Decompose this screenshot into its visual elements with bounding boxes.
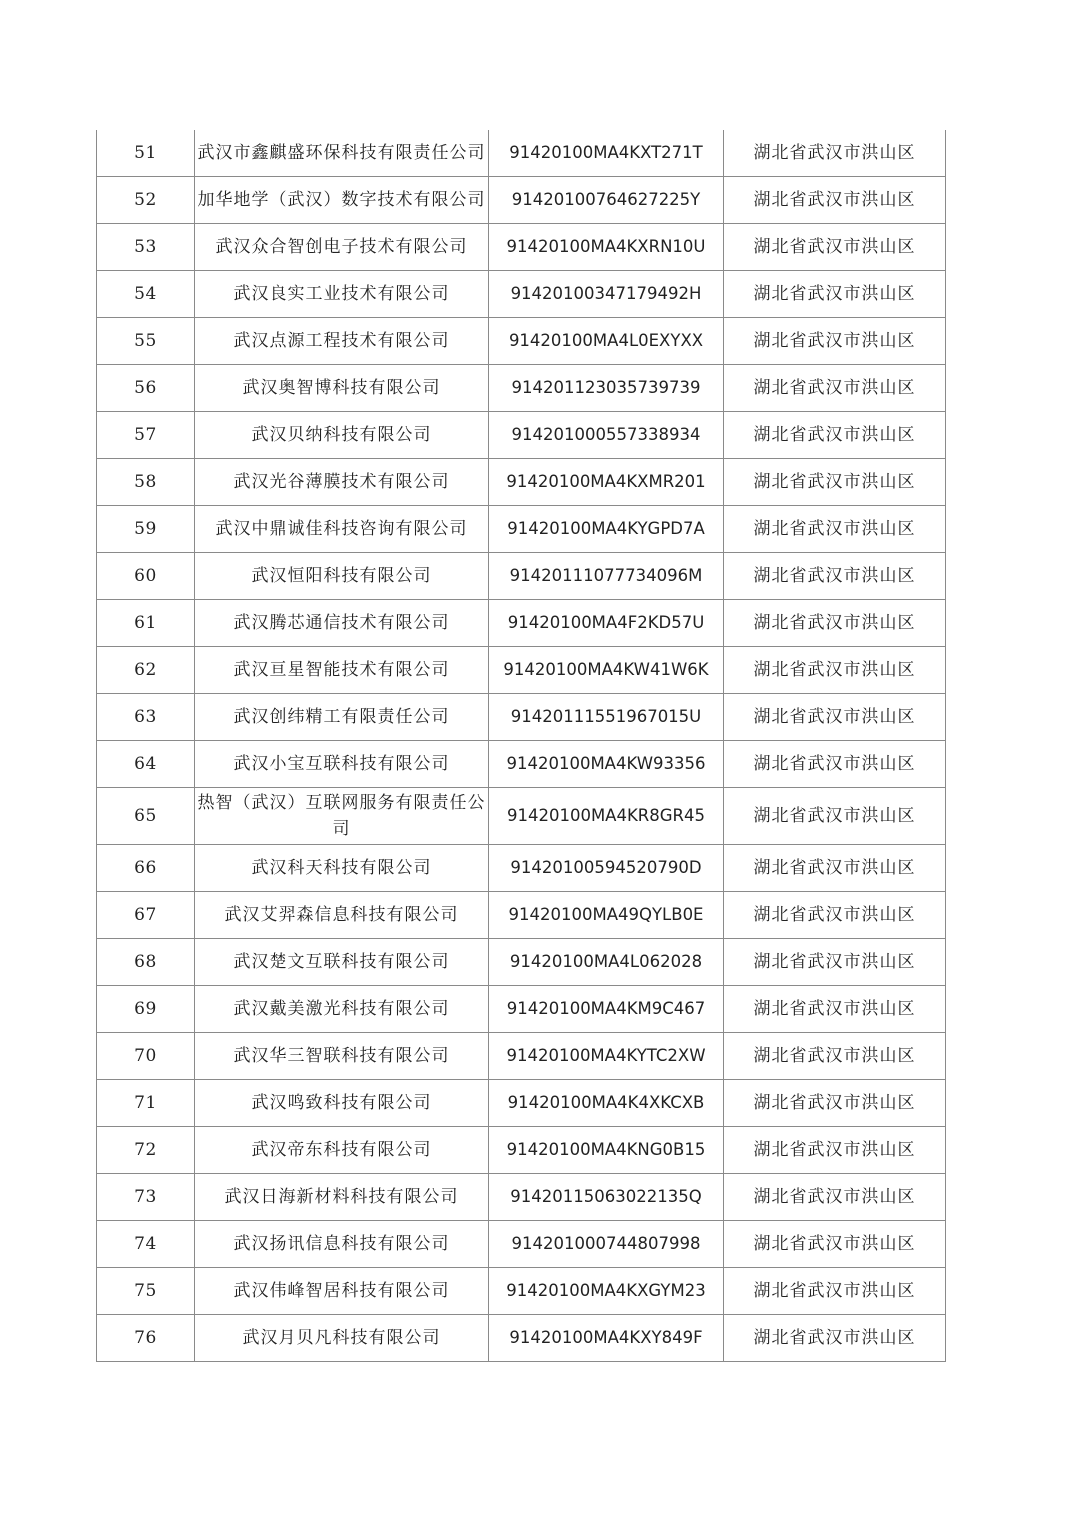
region: 湖北省武汉市洪山区 [724,412,946,459]
region: 湖北省武汉市洪山区 [724,177,946,224]
region: 湖北省武汉市洪山区 [724,506,946,553]
table-row [97,1268,946,1315]
row-number: 54 [97,271,195,318]
region: 湖北省武汉市洪山区 [724,1315,946,1362]
row-number: 57 [97,412,195,459]
credit-code: 91420100MA4KXY849F [489,1315,724,1362]
credit-code: 91420100594520790D [489,845,724,892]
table-row [97,694,946,741]
region: 湖北省武汉市洪山区 [724,986,946,1033]
credit-code: 91420100MA4KR8GR45 [489,788,724,845]
credit-code: 91420115063022135Q [489,1174,724,1221]
table-row [97,892,946,939]
company-name: 热智（武汉）互联网服务有限责任公司 [195,788,489,845]
company-name: 武汉创纬精工有限责任公司 [195,694,489,741]
table-row [97,1080,946,1127]
row-number: 55 [97,318,195,365]
company-name: 武汉帝东科技有限公司 [195,1127,489,1174]
region: 湖北省武汉市洪山区 [724,1127,946,1174]
row-number: 68 [97,939,195,986]
region: 湖北省武汉市洪山区 [724,694,946,741]
row-number: 51 [97,130,195,177]
region: 湖北省武汉市洪山区 [724,318,946,365]
table-row [97,986,946,1033]
row-number: 69 [97,986,195,1033]
row-number: 53 [97,224,195,271]
credit-code: 91420100MA4KXMR201 [489,459,724,506]
company-name: 武汉伟峰智居科技有限公司 [195,1268,489,1315]
credit-code: 91420100MA4F2KD57U [489,600,724,647]
row-number: 75 [97,1268,195,1315]
credit-code: 91420111077734096M [489,553,724,600]
region: 湖北省武汉市洪山区 [724,939,946,986]
region: 湖北省武汉市洪山区 [724,130,946,177]
credit-code: 91420111551967015U [489,694,724,741]
table-row [97,1174,946,1221]
company-name: 武汉月贝凡科技有限公司 [195,1315,489,1362]
region: 湖北省武汉市洪山区 [724,892,946,939]
table-row [97,271,946,318]
row-number: 74 [97,1221,195,1268]
company-list-page [96,130,945,1362]
region: 湖北省武汉市洪山区 [724,1080,946,1127]
company-name: 武汉戴美激光科技有限公司 [195,986,489,1033]
company-name: 武汉良实工业技术有限公司 [195,271,489,318]
row-number: 58 [97,459,195,506]
company-name: 武汉众合智创电子技术有限公司 [195,224,489,271]
table-row [97,788,946,845]
row-number: 59 [97,506,195,553]
credit-code: 914201000744807998 [489,1221,724,1268]
company-name: 武汉腾芯通信技术有限公司 [195,600,489,647]
table-row [97,600,946,647]
company-name: 武汉扬讯信息科技有限公司 [195,1221,489,1268]
credit-code: 91420100MA4KYGPD7A [489,506,724,553]
row-number: 70 [97,1033,195,1080]
table-row [97,741,946,788]
company-name: 武汉奥智博科技有限公司 [195,365,489,412]
row-number: 63 [97,694,195,741]
company-name: 武汉中鼎诚佳科技咨询有限公司 [195,506,489,553]
company-name: 武汉贝纳科技有限公司 [195,412,489,459]
company-name: 武汉亘星智能技术有限公司 [195,647,489,694]
row-number: 64 [97,741,195,788]
table-row [97,939,946,986]
credit-code: 91420100MA4KXGYM23 [489,1268,724,1315]
row-number: 62 [97,647,195,694]
credit-code: 91420100MA4KM9C467 [489,986,724,1033]
row-number: 72 [97,1127,195,1174]
row-number: 73 [97,1174,195,1221]
row-number: 61 [97,600,195,647]
company-name: 武汉市鑫麒盛环保科技有限责任公司 [195,130,489,177]
region: 湖北省武汉市洪山区 [724,788,946,845]
table-row [97,177,946,224]
row-number: 56 [97,365,195,412]
table-row [97,845,946,892]
table-row [97,459,946,506]
company-name: 武汉科天科技有限公司 [195,845,489,892]
credit-code: 91420100MA4KXT271T [489,130,724,177]
company-name: 加华地学（武汉）数字技术有限公司 [195,177,489,224]
row-number: 65 [97,788,195,845]
company-name: 武汉恒阳科技有限公司 [195,553,489,600]
company-name: 武汉楚文互联科技有限公司 [195,939,489,986]
table-row [97,1221,946,1268]
row-number: 60 [97,553,195,600]
credit-code: 91420100MA4KW93356 [489,741,724,788]
credit-code: 914201123035739739 [489,365,724,412]
region: 湖北省武汉市洪山区 [724,600,946,647]
company-name: 武汉点源工程技术有限公司 [195,318,489,365]
company-name: 武汉艾羿森信息科技有限公司 [195,892,489,939]
table-row [97,318,946,365]
company-name: 武汉华三智联科技有限公司 [195,1033,489,1080]
table-row [97,365,946,412]
credit-code: 91420100MA4L0EXYXX [489,318,724,365]
region: 湖北省武汉市洪山区 [724,271,946,318]
table-row [97,1127,946,1174]
region: 湖北省武汉市洪山区 [724,647,946,694]
row-number: 52 [97,177,195,224]
credit-code: 91420100347179492H [489,271,724,318]
region: 湖北省武汉市洪山区 [724,365,946,412]
row-number: 67 [97,892,195,939]
credit-code: 91420100MA4KNG0B15 [489,1127,724,1174]
credit-code: 91420100764627225Y [489,177,724,224]
table-row [97,412,946,459]
region: 湖北省武汉市洪山区 [724,741,946,788]
table-row [97,647,946,694]
company-name: 武汉光谷薄膜技术有限公司 [195,459,489,506]
region: 湖北省武汉市洪山区 [724,553,946,600]
region: 湖北省武汉市洪山区 [724,845,946,892]
row-number: 76 [97,1315,195,1362]
table-row [97,506,946,553]
credit-code: 91420100MA4KW41W6K [489,647,724,694]
region: 湖北省武汉市洪山区 [724,1221,946,1268]
table-row [97,224,946,271]
company-name: 武汉小宝互联科技有限公司 [195,741,489,788]
credit-code: 91420100MA4K4XKCXB [489,1080,724,1127]
row-number: 71 [97,1080,195,1127]
region: 湖北省武汉市洪山区 [724,459,946,506]
company-name: 武汉日海新材料科技有限公司 [195,1174,489,1221]
row-number: 66 [97,845,195,892]
table-row [97,130,946,177]
table-row [97,1315,946,1362]
table-row [97,553,946,600]
credit-code: 91420100MA4L062028 [489,939,724,986]
credit-code: 91420100MA4KYTC2XW [489,1033,724,1080]
credit-code: 91420100MA49QYLB0E [489,892,724,939]
region: 湖北省武汉市洪山区 [724,1174,946,1221]
credit-code: 91420100MA4KXRN10U [489,224,724,271]
region: 湖北省武汉市洪山区 [724,224,946,271]
region: 湖北省武汉市洪山区 [724,1033,946,1080]
company-table [96,130,946,1362]
company-name: 武汉鸣致科技有限公司 [195,1080,489,1127]
table-row [97,1033,946,1080]
credit-code: 914201000557338934 [489,412,724,459]
region: 湖北省武汉市洪山区 [724,1268,946,1315]
